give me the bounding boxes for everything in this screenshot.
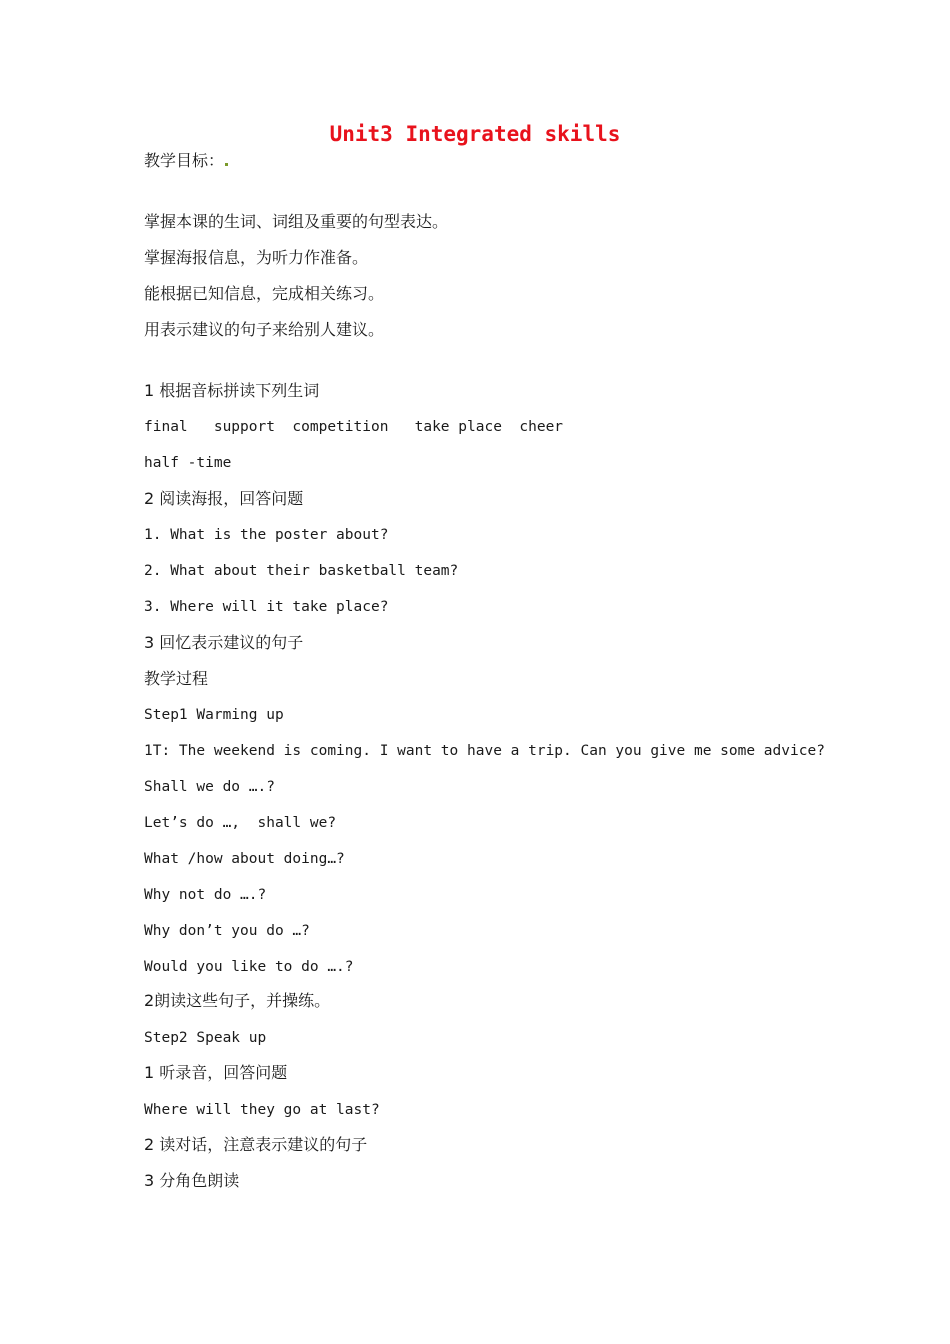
objective-item: 能根据已知信息，完成相关练习。 bbox=[144, 284, 385, 303]
objectives-heading-text: 教学目标： bbox=[144, 151, 225, 170]
objective-item: 用表示建议的句子来给别人建议。 bbox=[144, 320, 385, 339]
vocab-line: half -time bbox=[144, 455, 232, 471]
question-item: Where will they go at last? bbox=[144, 1102, 380, 1118]
vocab-line: final support competition take place cheer bbox=[144, 419, 564, 435]
suggestion-sentence: Would you like to do ….? bbox=[144, 959, 354, 975]
step-task: 2 读对话，注意表示建议的句子 bbox=[144, 1135, 368, 1154]
process-heading: 教学过程 bbox=[144, 669, 209, 688]
suggestion-sentence: Shall we do ….? bbox=[144, 779, 275, 795]
section-heading: 3 回忆表示建议的句子 bbox=[144, 633, 304, 652]
question-item: 3. Where will it take place? bbox=[144, 599, 389, 615]
suggestion-sentence: Why not do ….? bbox=[144, 887, 267, 903]
document-title: Unit3 Integrated skills bbox=[329, 122, 621, 146]
step-title: Step1 Warming up bbox=[144, 707, 284, 723]
question-item: 1. What is the poster about? bbox=[144, 527, 389, 543]
suggestion-sentence: Why don’t you do …? bbox=[144, 923, 310, 939]
objective-item: 掌握海报信息，为听力作准备。 bbox=[144, 248, 369, 267]
section-heading: 2 阅读海报，回答问题 bbox=[144, 489, 304, 508]
suggestion-sentence: What /how about doing…? bbox=[144, 851, 345, 867]
step-task: 2朗读这些句子，并操练。 bbox=[144, 991, 331, 1010]
stray-mark bbox=[225, 163, 228, 166]
step-title: Step2 Speak up bbox=[144, 1030, 267, 1046]
step-task: 1 听录音，回答问题 bbox=[144, 1063, 288, 1082]
suggestion-sentence: Let’s do …, shall we? bbox=[144, 815, 337, 831]
step-intro: 1T: The weekend is coming. I want to have a trip. Can you give me some advice? bbox=[144, 743, 825, 759]
step-task: 3 分角色朗读 bbox=[144, 1171, 240, 1190]
question-item: 2. What about their basketball team? bbox=[144, 563, 459, 579]
section-heading: 1 根据音标拼读下列生词 bbox=[144, 381, 320, 400]
objective-item: 掌握本课的生词、词组及重要的句型表达。 bbox=[144, 212, 449, 231]
objectives-heading bbox=[144, 151, 229, 171]
